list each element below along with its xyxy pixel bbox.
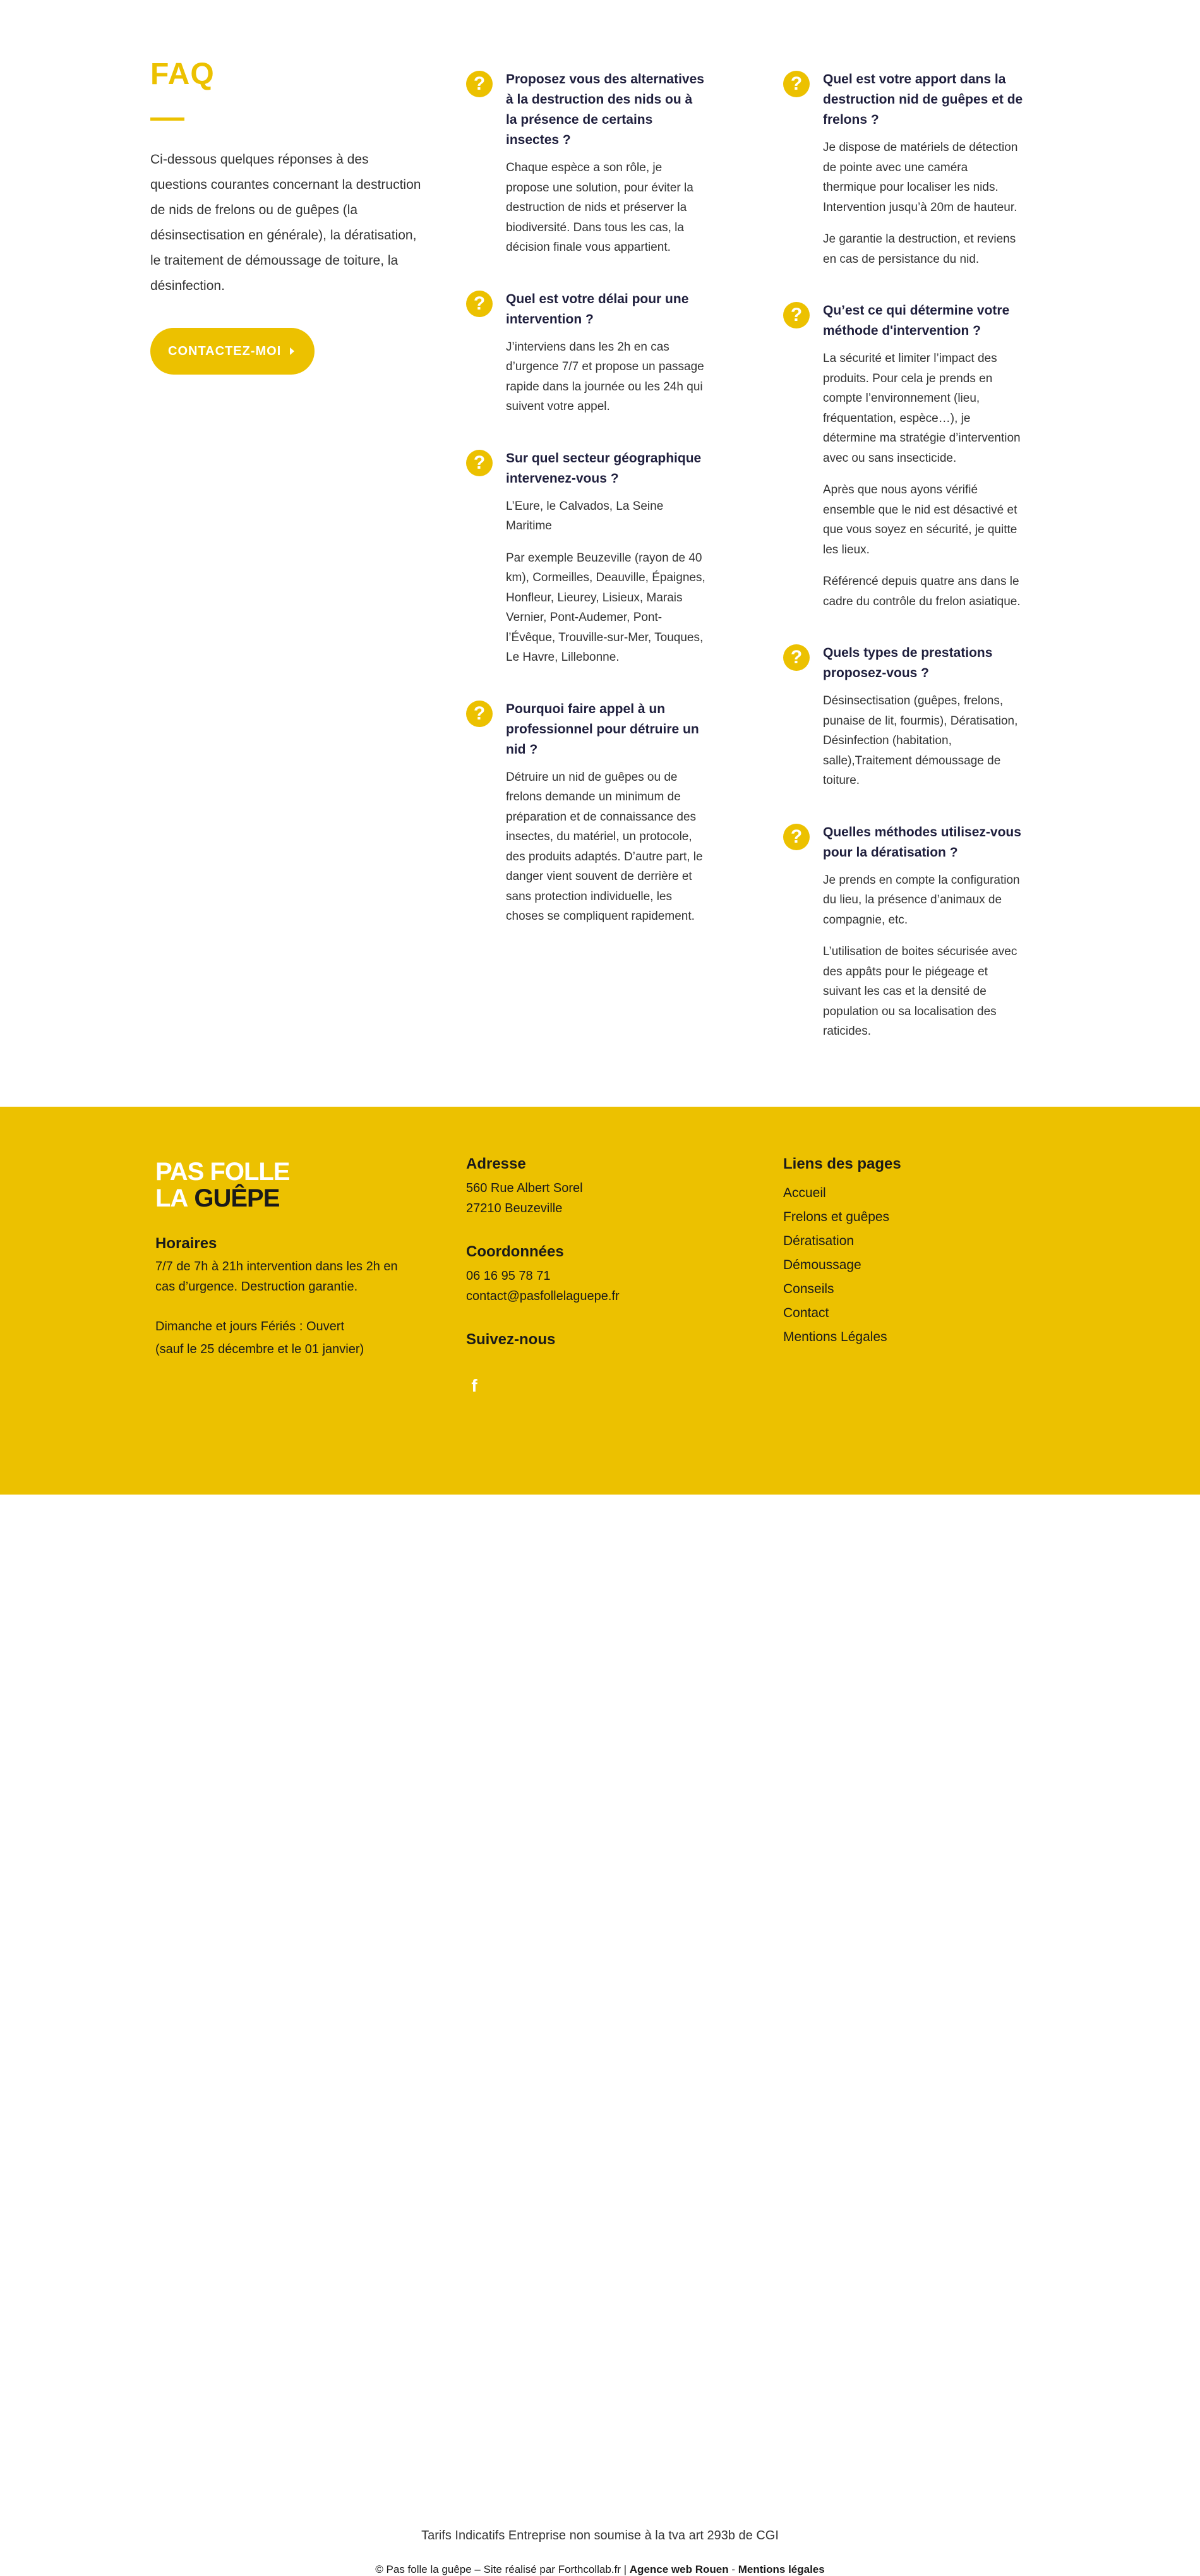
footer-link[interactable]: Conseils	[783, 1282, 834, 1296]
footer-link[interactable]: Dératisation	[783, 1234, 855, 1248]
footer-link-list	[783, 1181, 901, 1349]
footer-coordonnees	[466, 1241, 620, 1306]
footer-link[interactable]: Contact	[783, 1306, 829, 1320]
question-circle-icon: ?	[466, 291, 493, 317]
faq-item	[783, 822, 1023, 1042]
horaires-text-2a: Dimanche et jours Fériés : Ouvert	[155, 1320, 344, 1333]
faq-question: Proposez vous des alternatives à la destruction des nids ou à la présence de certains insectes ?	[506, 72, 704, 147]
footer-suivez	[466, 1329, 555, 1351]
facebook-icon[interactable]: f	[471, 1376, 477, 1395]
agence-link[interactable]: Agence web Rouen	[629, 2563, 729, 2575]
footer-link[interactable]: Mentions Légales	[783, 1330, 887, 1344]
site-logo[interactable]	[155, 1159, 289, 1212]
contact-button[interactable]	[150, 328, 315, 375]
phone-link[interactable]: 06 16 95 78 71	[466, 1269, 551, 1283]
suivez-title: Suivez-nous	[466, 1331, 556, 1348]
faq-answer: Je prends en compte la configuration du lieu, la présence d’animaux de compagnie, etc.	[823, 873, 1020, 927]
question-circle-icon: ?	[466, 71, 493, 97]
coordonnees-title: Coordonnées	[466, 1243, 564, 1260]
footer-adresse	[466, 1153, 583, 1219]
horaires-text-2b: (sauf le 25 décembre et le 01 janvier)	[155, 1342, 364, 1356]
faq-answer: Après que nous ayons vérifié ensemble que le nid est désactivé et que vous soyez en sécurité, je quitte les lieux.	[823, 483, 1017, 557]
caret-right-icon	[290, 347, 294, 355]
footer-link[interactable]: Démoussage	[783, 1258, 861, 1272]
footer-link[interactable]: Accueil	[783, 1186, 826, 1200]
faq-question: Pourquoi faire appel à un professionnel pour détruire un nid ?	[506, 701, 699, 757]
faq-question: Quel est votre délai pour une intervention ?	[506, 291, 689, 327]
faq-item	[466, 69, 706, 258]
faq-item	[783, 69, 1023, 269]
faq-item	[466, 448, 706, 668]
faq-question: Quels types de prestations proposez-vous ?	[823, 646, 993, 680]
faq-item	[466, 289, 706, 417]
question-circle-icon: ?	[783, 302, 810, 328]
contact-button-label: CONTACTEZ-MOI	[168, 344, 282, 358]
faq-question: Quel est votre apport dans la destruction nid de guêpes et de frelons ?	[823, 72, 1023, 127]
adresse-line-2: 27210 Beuzeville	[466, 1201, 563, 1215]
faq-column-right	[783, 69, 1023, 1042]
horaires-title: Horaires	[155, 1235, 217, 1252]
faq-section	[0, 0, 1200, 1107]
copyright-bar	[0, 2563, 1200, 2576]
footer-liens	[783, 1153, 901, 1349]
faq-answer: Je garantie la destruction, et reviens en cas de persistance du nid.	[823, 232, 1016, 266]
faq-title: FAQ	[150, 57, 215, 91]
logo-line-2b: GUÊPE	[194, 1184, 280, 1212]
logo-line-2a: LA	[155, 1184, 188, 1212]
site-footer	[0, 1107, 1200, 2575]
email-link[interactable]: contact@pasfollelaguepe.fr	[466, 1289, 620, 1303]
faq-item	[466, 699, 706, 927]
faq-answer: J’interviens dans les 2h en cas d’urgence 7/7 et propose un passage rapide dans la journée ou les 24h qui suivent votre appel.	[506, 340, 704, 413]
faq-answer: Je dispose de matériels de détection de pointe avec une caméra thermique pour localiser les nids. Intervention jusqu’à 20m de hauteur.	[823, 141, 1018, 214]
mentions-link[interactable]: Mentions légales	[738, 2563, 825, 2575]
faq-column-left	[466, 69, 706, 927]
faq-question: Quelles méthodes utilisez-vous pour la dératisation ?	[823, 824, 1021, 860]
faq-answer: Chaque espèce a son rôle, je propose une solution, pour éviter la destruction de nids et préserver la biodiversité. Dans tous les cas, la décision finale vous appartient.	[506, 161, 693, 254]
adresse-line-1: 560 Rue Albert Sorel	[466, 1181, 583, 1195]
faq-item	[783, 301, 1023, 611]
question-circle-icon: ?	[783, 71, 810, 97]
faq-answer: Désinsectisation (guêpes, frelons, punaise de lit, fourmis), Dératisation, Désinfection (habitation, salle),Traitement démoussage de toiture.	[823, 694, 1018, 787]
faq-answer: Détruire un nid de guêpes ou de frelons demande un minimum de préparation et de connaissance des insectes, du matériel, un protocole, des produits adaptés. D’autre part, le danger vient souvent de derrière et sans protection individuelle, les choses se compliquent rapidement.	[506, 770, 703, 923]
faq-question: Sur quel secteur géographique intervenez-vous ?	[506, 450, 702, 486]
question-circle-icon: ?	[783, 824, 810, 850]
faq-question: Qu’est ce qui détermine votre méthode d'intervention ?	[823, 303, 1010, 338]
faq-answer: Par exemple Beuzeville (rayon de 40 km), Cormeilles, Deauville, Épaignes, Honfleur, Lieurey, Lisieux, Marais Vernier, Pont-Audemer, Pont-l’Évêque, Trouville-sur-Mer, Touques, Le Havre, Lillebonne.	[506, 551, 705, 664]
faq-answer: La sécurité et limiter l’impact des produits. Pour cela je prends en compte l’environnement (lieu, fréquentation, espèce…), je détermine ma stratégie d’intervention avec ou sans insecticide.	[823, 352, 1021, 465]
faq-answer: L’utilisation de boites sécurisée avec des appâts pour le piégeage et suivant les cas et la densité de population ou sa localisation des raticides.	[823, 945, 1017, 1038]
faq-answer: Référencé depuis quatre ans dans le cadre du contrôle du frelon asiatique.	[823, 575, 1021, 608]
faq-answer: L’Eure, le Calvados, La Seine Maritime	[506, 499, 664, 533]
footer-horaires	[155, 1233, 421, 1359]
logo-line-1: PAS FOLLE	[155, 1158, 290, 1186]
faq-item	[783, 643, 1023, 791]
tarifs-note: Tarifs Indicatifs Entreprise non soumise à la tva art 293b de CGI	[421, 2529, 779, 2543]
title-underline	[150, 117, 184, 121]
copyright-text: © Pas folle la guêpe – Site réalisé par Forthcollab.fr |	[375, 2563, 627, 2575]
question-circle-icon: ?	[466, 701, 493, 727]
faq-intro	[150, 56, 422, 375]
liens-title: Liens des pages	[783, 1155, 901, 1172]
question-circle-icon: ?	[466, 450, 493, 476]
question-circle-icon: ?	[783, 644, 810, 671]
adresse-title: Adresse	[466, 1155, 526, 1172]
separator: -	[731, 2563, 735, 2575]
horaires-text-1: 7/7 de 7h à 21h intervention dans les 2h en cas d’urgence. Destruction garantie.	[155, 1260, 398, 1294]
faq-intro-text: Ci-dessous quelques réponses à des questions courantes concernant la destruction de nids de frelons ou de guêpes (la désinsectisation en générale), la dératisation, le traitement de démoussage de toiture, la désinfection.	[150, 152, 421, 293]
footer-link[interactable]: Frelons et guêpes	[783, 1210, 890, 1224]
